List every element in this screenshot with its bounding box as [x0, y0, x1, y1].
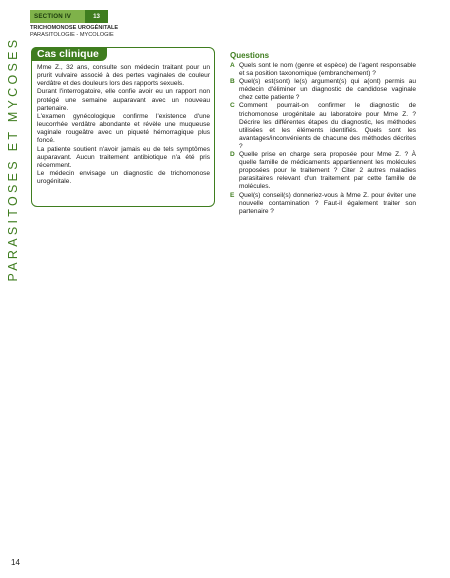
question-letter: D — [230, 151, 235, 159]
section-tab — [30, 10, 108, 23]
questions-list — [230, 62, 416, 216]
side-title-text: PARASITOSES ET MYCOSES — [6, 36, 20, 282]
question-text: Quel(s) conseil(s) donneriez-vous à Mme Z. pour éviter une nouvelle contamination ? Faut-il également traiter son partenaire ? — [239, 191, 416, 215]
questions-title: Questions — [230, 51, 270, 60]
side-title — [2, 36, 24, 282]
running-title: TRICHOMONOSE UROGÉNITALE — [30, 25, 119, 31]
section-label: SECTION IV — [30, 10, 85, 23]
question-text: Quel(s) est(sont) le(s) argument(s) qui a(ont) permis au médecin d'éliminer un diagnostic de candidose vaginale chez cette patiente ? — [239, 78, 416, 102]
question-item — [230, 192, 416, 216]
running-subtitle: PARASITOLOGIE - MYCOLOGIE — [30, 32, 114, 38]
question-letter: A — [230, 62, 235, 69]
question-text: Quels sont le nom (genre et espèce) de l'agent responsable et sa position taxonomique (embranchement) ? — [239, 62, 416, 78]
question-text: Quelle prise en charge sera proposée pour Mme Z. ? À quelle famille de médicaments appartiennent les molécules proposées pour le traitement ? Citer 2 autres maladies parasitaires relevant d'un traitement par cette famille de molécules. — [239, 151, 416, 191]
question-item — [230, 102, 416, 151]
running-head — [30, 25, 118, 39]
question-text: Comment pourrait-on confirmer le diagnostic de trichomonose urogénitale au laboratoire pour Mme Z. ? Décrire les différentes étapes du diagnostic, les méthodes utilisées et les éléments identifiés. Quels sont les avantages/inconvénients de chacune des méthodes décrites ? — [239, 102, 416, 150]
case-paragraph: L'examen gynécologique confirme l'existence d'une leucorrhée verdâtre abondante et révèle une muqueuse vaginale rougeâtre avec un piqueté hémorragique plus foncé. — [37, 112, 210, 145]
case-paragraph: La patiente soutient n'avoir jamais eu de tels symptômes auparavant. Aucun traitement antibiotique n'a été pris récemment. — [37, 145, 210, 169]
question-letter: B — [230, 78, 235, 86]
chapter-number: 13 — [85, 10, 108, 23]
case-text — [37, 64, 210, 186]
question-letter: C — [230, 102, 235, 110]
case-paragraph: Le médecin envisage un diagnostic de trichomonose urogénitale. — [37, 170, 210, 186]
question-item — [230, 62, 416, 78]
case-title: Cas clinique — [31, 47, 107, 61]
question-item — [230, 78, 416, 102]
case-paragraph: Mme Z., 32 ans, consulte son médecin traitant pour un prurit vulvaire associé à des pertes vaginales de couleur verdâtre et des douleurs lors des rapports sexuels. — [37, 64, 210, 88]
question-letter: E — [230, 191, 235, 199]
question-item — [230, 151, 416, 191]
page-number: 14 — [11, 558, 20, 567]
case-paragraph: Durant l'interrogatoire, elle confie avoir eu un rapport non protégé une semaine auparavant avec un nouveau partenaire. — [37, 88, 210, 112]
